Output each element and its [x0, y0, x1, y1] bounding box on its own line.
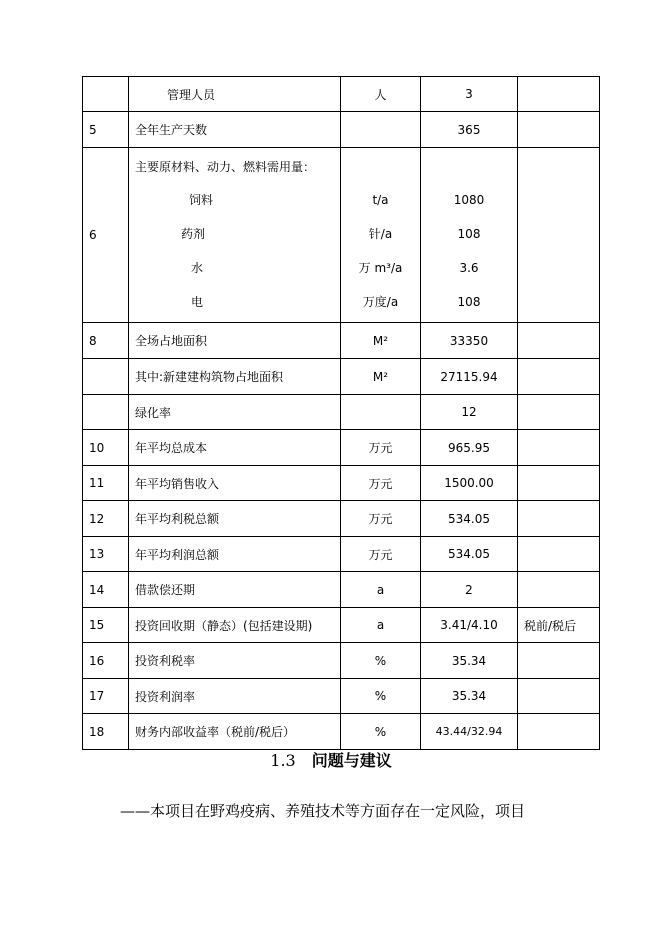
table-row [83, 714, 600, 750]
material-item: 饲料 [189, 193, 214, 207]
row-note [518, 537, 600, 572]
row-note [518, 77, 600, 112]
row-number [83, 395, 129, 430]
row-item [129, 148, 341, 323]
row-unit: % [341, 714, 421, 750]
row-value: 534.05 [421, 501, 518, 537]
row-item: 其中:新建建构筑物占地面积 [129, 359, 341, 395]
material-unit: 万度/a [362, 295, 399, 309]
row-value: 534.05 [421, 537, 518, 572]
table-row [83, 572, 600, 608]
row-number [83, 77, 129, 112]
material-unit: t/a [372, 193, 389, 207]
section-heading [0, 748, 662, 771]
row-unit: 万元 [341, 430, 421, 466]
row-item: 绿化率 [129, 395, 341, 430]
row-note [518, 359, 600, 395]
row-item: 年平均利润总额 [129, 537, 341, 572]
table-row [83, 643, 600, 679]
row-note [518, 430, 600, 466]
material-value: 108 [457, 227, 481, 241]
row-value: 3 [421, 77, 518, 112]
row-unit: M² [341, 323, 421, 359]
table-row [83, 608, 600, 643]
row-value: 33350 [421, 323, 518, 359]
row-item: 年平均销售收入 [129, 466, 341, 501]
row-note [518, 679, 600, 714]
material-item: 电 [191, 295, 204, 309]
row-item: 全年生产天数 [129, 112, 341, 148]
row-item: 全场占地面积 [129, 323, 341, 359]
row-value: 2 [421, 572, 518, 608]
row-item: 财务内部收益率（税前/税后） [129, 714, 341, 750]
material-value: 1080 [453, 193, 485, 207]
row-note [518, 572, 600, 608]
material-value: 3.6 [459, 261, 479, 275]
material-value: 108 [457, 295, 481, 309]
material-unit: 万 m³/a [358, 261, 403, 275]
row-item: 年平均利税总额 [129, 501, 341, 537]
row-value: 3.41/4.10 [421, 608, 518, 643]
row-note [518, 466, 600, 501]
table-row-materials [83, 148, 600, 323]
row-unit [341, 148, 421, 323]
body-paragraph: ——本项目在野鸡疫病、养殖技术等方面存在一定风险，项目 [120, 802, 526, 820]
row-unit: % [341, 643, 421, 679]
row-value: 1500.00 [421, 466, 518, 501]
row-unit: 万元 [341, 466, 421, 501]
row-number: 14 [83, 572, 129, 608]
table-row [83, 395, 600, 430]
materials-heading: 主要原材料、动力、燃料需用量： [135, 160, 316, 174]
row-number: 12 [83, 501, 129, 537]
row-value [421, 148, 518, 323]
row-unit: a [341, 608, 421, 643]
row-item: 投资利税率 [129, 643, 341, 679]
row-item: 借款偿还期 [129, 572, 341, 608]
row-item: 投资回收期（静态）(包括建设期) [129, 608, 341, 643]
row-note [518, 643, 600, 679]
row-unit: 万元 [341, 501, 421, 537]
table-row [83, 359, 600, 395]
row-note [518, 112, 600, 148]
row-number: 16 [83, 643, 129, 679]
row-unit: a [341, 572, 421, 608]
row-unit: 人 [341, 77, 421, 112]
table-row [83, 430, 600, 466]
row-value: 965.95 [421, 430, 518, 466]
row-value: 43.44/32.94 [421, 714, 518, 750]
row-number: 6 [83, 148, 129, 323]
row-number [83, 359, 129, 395]
material-item: 水 [191, 261, 204, 275]
row-note [518, 395, 600, 430]
row-note [518, 148, 600, 323]
table-row [83, 537, 600, 572]
table-row [83, 466, 600, 501]
row-number: 18 [83, 714, 129, 750]
table-row [83, 501, 600, 537]
row-unit [341, 395, 421, 430]
row-value: 35.34 [421, 679, 518, 714]
row-value: 12 [421, 395, 518, 430]
row-note [518, 714, 600, 750]
row-number: 5 [83, 112, 129, 148]
indicator-table [82, 76, 600, 750]
table-row [83, 679, 600, 714]
material-item: 药剂 [181, 227, 206, 241]
row-item: 投资利润率 [129, 679, 341, 714]
row-unit: M² [341, 359, 421, 395]
row-number: 15 [83, 608, 129, 643]
row-number: 8 [83, 323, 129, 359]
table-row [83, 77, 600, 112]
row-number: 17 [83, 679, 129, 714]
row-unit: 万元 [341, 537, 421, 572]
material-unit: 针/a [368, 227, 393, 241]
table-row [83, 112, 600, 148]
row-number: 11 [83, 466, 129, 501]
section-title: 问题与建议 [311, 751, 392, 770]
row-note: 税前/税后 [518, 608, 600, 643]
row-value: 35.34 [421, 643, 518, 679]
section-number: 1.3 [270, 751, 296, 770]
row-unit: % [341, 679, 421, 714]
row-value: 27115.94 [421, 359, 518, 395]
row-number: 10 [83, 430, 129, 466]
row-note [518, 501, 600, 537]
row-note [518, 323, 600, 359]
row-number: 13 [83, 537, 129, 572]
row-item: 管理人员 [129, 77, 341, 112]
row-unit [341, 112, 421, 148]
row-value: 365 [421, 112, 518, 148]
row-item: 年平均总成本 [129, 430, 341, 466]
table-row [83, 323, 600, 359]
